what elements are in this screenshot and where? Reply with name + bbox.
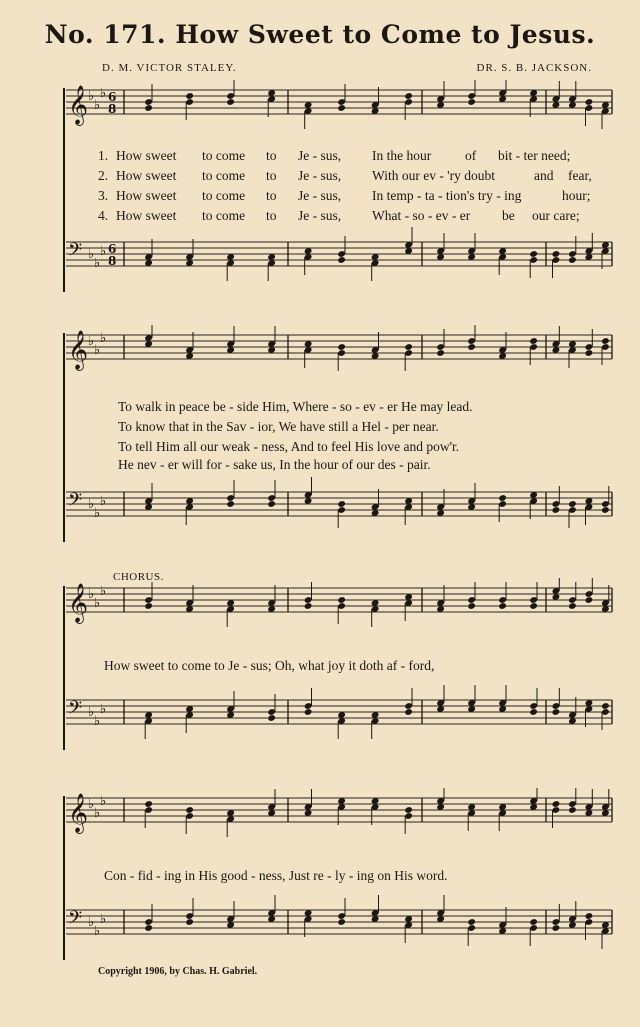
svg-text:𝄞: 𝄞: [68, 330, 89, 370]
svg-text:♭: ♭: [94, 98, 101, 113]
svg-text:♭: ♭: [100, 331, 107, 346]
svg-text:♭: ♭: [88, 797, 95, 812]
svg-text:♭: ♭: [88, 247, 95, 262]
treble-staff: [66, 325, 612, 371]
chorus-label: CHORUS.: [113, 571, 164, 583]
svg-text:6: 6: [108, 90, 117, 104]
svg-text:𝄞: 𝄞: [68, 583, 89, 623]
music-system-4: 𝄞 ♭ ♭ ♭ 𝄢 ♭ ♭ ♭ Con - fid - ing in His good - ness, Just re - ly - ing on His word.: [62, 788, 618, 968]
lyricist: D. M. VICTOR STALEY.: [102, 62, 237, 74]
treble-staff: [66, 578, 612, 627]
svg-text:♭: ♭: [94, 506, 101, 521]
music-system-3: 𝄞 ♭ ♭ ♭ 𝄢 ♭ ♭ ♭ How sweet to come to Je - sus; Oh, what joy it doth af - ford,: [62, 578, 618, 758]
svg-text:♭: ♭: [94, 256, 101, 271]
svg-text:♭: ♭: [100, 794, 107, 809]
bass-staff: [66, 477, 612, 528]
svg-text:♭: ♭: [100, 244, 107, 259]
bass-staff: [66, 685, 612, 739]
treble-staff: [66, 80, 612, 129]
bass-staff: [66, 227, 612, 281]
svg-text:♭: ♭: [88, 497, 95, 512]
staff-system-2: [62, 325, 618, 550]
svg-text:8: 8: [108, 254, 117, 268]
svg-text:♭: ♭: [88, 334, 95, 349]
music-system-1: 𝄞 ♭ ♭ ♭ 6 8 𝄢 ♭ ♭ ♭ 6 8 1. How sweet to come to Je - sus, In the hour of bit - ter need; 2. How sweet to come to Je - sus, With our ev - 'ry doubt and fear, 3. How sweet to come to Je - sus, In temp - ta - tion's try - ing hour; 4. How sweet to come to Je - sus, What - so - ev - er be our care;: [62, 80, 618, 300]
svg-text:♭: ♭: [100, 494, 107, 509]
svg-text:♭: ♭: [94, 924, 101, 939]
svg-text:𝄞: 𝄞: [68, 793, 89, 833]
svg-text:♭: ♭: [94, 596, 101, 611]
svg-text:𝄢: 𝄢: [68, 698, 83, 723]
svg-text:♭: ♭: [100, 702, 107, 717]
svg-text:𝄢: 𝄢: [68, 490, 83, 515]
bass-staff: [66, 895, 612, 949]
svg-text:𝄢: 𝄢: [68, 908, 83, 933]
treble-staff: [66, 788, 612, 837]
svg-text:𝄢: 𝄢: [68, 240, 83, 265]
svg-text:8: 8: [108, 102, 117, 116]
svg-text:♭: ♭: [88, 587, 95, 602]
composer: DR. S. B. JACKSON.: [476, 62, 592, 74]
svg-text:♭: ♭: [94, 806, 101, 821]
hymn-title: No. 171. How Sweet to Come to Jesus.: [44, 20, 596, 49]
music-system-2: 𝄞 ♭ ♭ ♭ 𝄢 ♭ ♭ ♭ To walk in peace be - side Him, Where - so - ev - er He may lead. To know that in the Sav - ior, We have still a Hel - per near. To tell Him all our weak - ness, And to feel His love and pow'r. He nev - er will for - sake us, In the hour of our des - pair.: [62, 325, 618, 550]
svg-text:6: 6: [108, 242, 117, 256]
svg-text:♭: ♭: [88, 915, 95, 930]
svg-text:♭: ♭: [100, 86, 107, 101]
svg-text:♭: ♭: [88, 705, 95, 720]
svg-text:♭: ♭: [88, 89, 95, 104]
copyright-notice: Copyright 1906, by Chas. H. Gabriel.: [98, 966, 258, 977]
svg-text:♭: ♭: [100, 584, 107, 599]
svg-text:♭: ♭: [94, 343, 101, 358]
svg-text:𝄞: 𝄞: [68, 85, 89, 125]
svg-text:♭: ♭: [100, 912, 107, 927]
svg-text:♭: ♭: [94, 714, 101, 729]
